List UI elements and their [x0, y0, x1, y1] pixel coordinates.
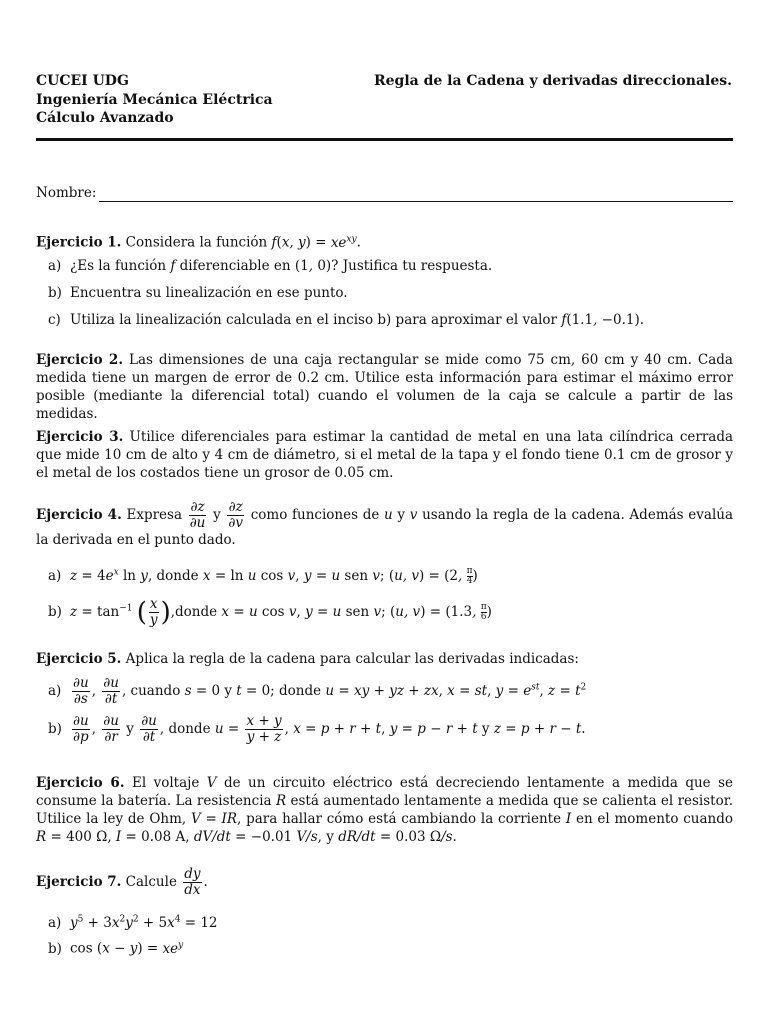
exercise-4-label: Ejercicio 4. — [36, 507, 122, 523]
header-course: Cálculo Avanzado — [36, 110, 174, 126]
exercise-1-label: Ejercicio 1. — [36, 234, 122, 251]
header-title: Regla de la Cadena y derivadas direccionales. — [373, 73, 732, 89]
exercise-1-item-a: a) ¿Es la función f diferenciable en (1, 0)? Justifica tu respuesta. — [48, 258, 493, 274]
exercise-2-text: Las dimensiones de una caja rectangular se mide como 75 cm, 60 cm y 40 cm. Cada medida tiene un margen de error de 0.2 cm. Utilice esta información para estimar el máximo error posible (mediante la diferencial total) cuando el volumen de la caja se calcule a partir de las medidas. — [36, 352, 733, 422]
header-university: CUCEI UDG — [36, 73, 129, 89]
header-divider — [36, 138, 733, 141]
exercise-4-item-a: a) $z = 4e^x$ ln y, donde x = ln u cos v, y = u sen v; (u, v) = (2, $\frac{\pi}{4}$) — [48, 565, 478, 586]
exercise-3 — [36, 428, 733, 482]
exercise-3-label: Ejercicio 3. — [36, 429, 124, 445]
exercise-5-text: Aplica la regla de la cadena para calcular las derivadas indicadas: — [125, 651, 579, 667]
exercise-5 — [36, 650, 733, 668]
exercise-2 — [36, 351, 733, 423]
exercise-4 — [36, 500, 733, 549]
exercise-4-text: Expresa $\frac{\partial z}{\partial u}$ y $\frac{\partial z}{\partial v}$ como funciones de u y v usando la regla de la cadena. Además evalúa la derivada en el punto dado. — [36, 499, 734, 548]
exercise-4-item-b: b) $z = \tan^{-1}$ ( $\frac{x}{y}$ ),donde x = u cos v, y = u sen v; (u, v) = (1.3, $\frac{\pi}{6}$) — [48, 596, 492, 628]
exercise-1-text: Considera la función f(x, $y) = xe^{xy}$. — [125, 234, 361, 251]
exercise-2-label: Ejercicio 2. — [36, 352, 124, 368]
name-line[interactable] — [99, 187, 733, 202]
exercise-1-item-c: c) Utiliza la linealización calculada en el inciso b) para aproximar el valor f(1.1, −0.1). — [48, 312, 645, 328]
exercise-5-item-b: b) $\frac{\partial u}{\partial p}$ , $\frac{\partial u}{\partial r}$ y $\frac{\partial u}{\partial t}$ , donde u = $\frac{x + y}{y + z}$ , x = p + r + t, y = p − r + t y z = p + r − t. — [48, 713, 586, 745]
exercise-6-label: Ejercicio 6. — [36, 775, 125, 791]
exercise-7-text: Calcule $\frac{dy}{dx}$ . — [125, 866, 208, 898]
exercise-5-label: Ejercicio 5. — [36, 651, 122, 667]
name-label: Nombre: — [36, 185, 97, 201]
name-field[interactable] — [36, 184, 733, 202]
exercise-7-item-a: a) $y^5 + 3x^2y^2 + 5x^4 = 12$ — [48, 914, 218, 931]
exercise-7-item-b: b) $\cos (x - y) = xe^y$ — [48, 940, 184, 957]
exercise-3-text: Utilice diferenciales para estimar la cantidad de metal en una lata cilíndrica cerrada que mide 10 cm de alto y 4 cm de diámetro, si el metal de la tapa y el fondo tiene 0.1 cm de grosor y el metal de los costados tiene un grosor de 0.05 cm. — [36, 429, 734, 481]
exercise-1-item-b: b) Encuentra su linealización en ese punto. — [48, 285, 348, 301]
header-program: Ingeniería Mecánica Eléctrica — [36, 91, 273, 108]
exercise-7 — [36, 867, 733, 898]
exercise-7-label: Ejercicio 7. — [36, 874, 122, 890]
exercise-6 — [36, 774, 733, 846]
header-institution — [36, 72, 273, 128]
exercise-6-text: El voltaje V de un circuito eléctrico está decreciendo lentamente a medida que se consume la batería. La resistencia R está aumentado lentamente a medida que se calienta el resistor. Utilice la ley de Ohm, V = IR, para hallar cómo está cambiando la corriente I en el momento cuando R = 400 Ω, I = 0.08 A, dV/dt = −0.01 V/s, y dR/dt = 0.03 Ω/s. — [36, 775, 734, 845]
exercise-1 — [36, 230, 733, 252]
exercise-5-item-a: a) $\frac{\partial u}{\partial s}$ , $\frac{\partial u}{\partial t}$ , cuando s = 0 y t = 0; donde u = xy + yz + zx, x = st, $y = e^{st}$, $z = t^2$ — [48, 675, 587, 707]
